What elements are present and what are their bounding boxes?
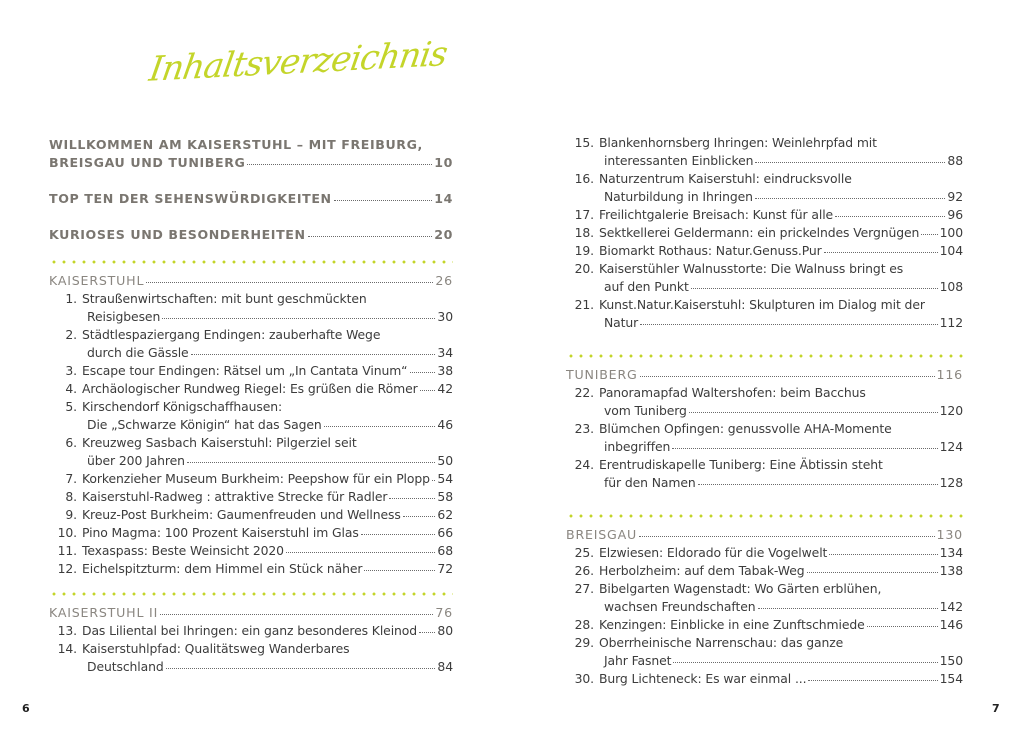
page-ref: 34 bbox=[437, 345, 453, 360]
toc-entry[interactable] bbox=[49, 506, 453, 524]
page-ref: 116 bbox=[936, 367, 963, 382]
entry-number: 10. bbox=[57, 525, 77, 540]
entry-title: Naturzentrum Kaiserstuhl: eindrucksvolle bbox=[599, 171, 852, 186]
entry-number: 17. bbox=[574, 207, 594, 222]
dot-leader bbox=[419, 631, 435, 633]
dot-leader bbox=[191, 353, 436, 355]
entry-title: Sektkellerei Geldermann: ein prickelndes Vergnügen bbox=[599, 225, 920, 240]
entry-title: inbegriffen bbox=[604, 439, 671, 454]
page-ref: 30 bbox=[437, 309, 453, 324]
dot-leader bbox=[755, 161, 945, 163]
entry-number: 5. bbox=[65, 399, 77, 414]
dot-leader bbox=[689, 411, 938, 413]
entry-title: Bibelgarten Wagenstadt: Wo Gärten erblühen, bbox=[599, 581, 882, 596]
entry-title: über 200 Jahren bbox=[87, 453, 185, 468]
entry-title: Kaiserstuhlpfad: Qualitätsweg Wanderbares bbox=[82, 641, 350, 656]
entry-list bbox=[566, 544, 963, 688]
dot-leader bbox=[286, 551, 435, 553]
dot-leader bbox=[364, 569, 435, 571]
entry-number: 18. bbox=[574, 225, 594, 240]
entry-title: durch die Gässle bbox=[87, 345, 189, 360]
dot-leader bbox=[673, 661, 937, 663]
page-ref: 92 bbox=[947, 189, 963, 204]
entry-title: Elzwiesen: Eldorado für die Vogelwelt bbox=[599, 545, 828, 560]
page-ref: 46 bbox=[437, 417, 453, 432]
page-ref: 130 bbox=[936, 527, 963, 542]
dot-leader bbox=[867, 625, 938, 627]
toc-main-entry[interactable]: TOP TEN DER SEHENSWÜRDIGKEITEN 14 bbox=[49, 191, 453, 206]
entry-title: Kenzingen: Einblicke in eine Zunftschmiede bbox=[599, 617, 865, 632]
page-ref: 108 bbox=[939, 279, 963, 294]
page-ref: 134 bbox=[939, 545, 963, 560]
entry-title: Kaiserstuhl-Radweg : attraktive Strecke für Radler bbox=[82, 489, 388, 504]
page-ref: 26 bbox=[435, 273, 453, 288]
page-ref: 96 bbox=[947, 207, 963, 222]
toc-entry[interactable] bbox=[49, 398, 453, 434]
dot-leader bbox=[829, 553, 937, 555]
page-ref: 76 bbox=[435, 605, 453, 620]
dot-leader bbox=[334, 199, 433, 201]
page-ref: 146 bbox=[939, 617, 963, 632]
page-ref: 10 bbox=[434, 155, 453, 170]
entry-list bbox=[566, 134, 963, 332]
page-ref: 58 bbox=[437, 489, 453, 504]
toc-entry[interactable] bbox=[566, 260, 963, 296]
entry-title: Burg Lichteneck: Es war einmal ... bbox=[599, 671, 807, 686]
entry-title: Kaiserstühler Walnusstorte: Die Walnuss bringt es bbox=[599, 261, 904, 276]
toc-entry[interactable] bbox=[566, 134, 963, 170]
toc-entry[interactable] bbox=[49, 326, 453, 362]
right-page bbox=[510, 0, 1020, 732]
main-sections bbox=[49, 136, 453, 676]
toc-entry[interactable] bbox=[566, 242, 963, 260]
page-ref: 138 bbox=[939, 563, 963, 578]
entry-number: 15. bbox=[574, 135, 594, 150]
toc-entry[interactable] bbox=[49, 640, 453, 676]
entry-title: Kreuz-Post Burkheim: Gaumenfreuden und Wellness bbox=[82, 507, 401, 522]
dot-leader bbox=[389, 497, 435, 499]
dot-leader bbox=[640, 323, 937, 325]
dotted-divider bbox=[49, 260, 453, 264]
page-ref: 154 bbox=[939, 671, 963, 686]
page-ref: 54 bbox=[437, 471, 453, 486]
entry-number: 13. bbox=[57, 623, 77, 638]
toc-entry[interactable] bbox=[566, 670, 963, 688]
dot-leader bbox=[187, 461, 436, 463]
page-ref: 42 bbox=[437, 381, 453, 396]
entry-number: 12. bbox=[57, 561, 77, 576]
entry-number: 7. bbox=[65, 471, 77, 486]
entry-title: interessanten Einblicken bbox=[604, 153, 754, 168]
toc-entry[interactable] bbox=[566, 544, 963, 562]
toc-entry[interactable] bbox=[49, 524, 453, 542]
page-ref: 124 bbox=[939, 439, 963, 454]
dot-leader bbox=[410, 371, 436, 373]
entry-title: Freilichtgalerie Breisach: Kunst für alle bbox=[599, 207, 834, 222]
page-ref: 100 bbox=[939, 225, 963, 240]
entry-number: 30. bbox=[574, 671, 594, 686]
page-ref: 88 bbox=[947, 153, 963, 168]
entry-title: Kunst.Natur.Kaiserstuhl: Skulpturen im Dialog mit der bbox=[599, 297, 925, 312]
toc-entry[interactable] bbox=[49, 380, 453, 398]
page-number: 7 bbox=[992, 702, 1000, 715]
section-heading[interactable]: KAISERSTUHL II 76 bbox=[49, 605, 453, 620]
toc-entry[interactable] bbox=[566, 170, 963, 206]
entry-title: Texaspass: Beste Weinsicht 2020 bbox=[82, 543, 284, 558]
section-kaiserstuhl-ii bbox=[49, 604, 453, 676]
toc-entry[interactable] bbox=[49, 362, 453, 380]
entry-title: Erentrudiskapelle Tuniberg: Eine Äbtissin steht bbox=[599, 457, 883, 472]
dot-leader bbox=[691, 287, 938, 289]
entry-list bbox=[49, 290, 453, 578]
dot-leader bbox=[698, 483, 938, 485]
dot-leader bbox=[758, 607, 938, 609]
dot-leader bbox=[824, 251, 938, 253]
entry-number: 20. bbox=[574, 261, 594, 276]
entry-title: Herbolzheim: auf dem Tabak-Weg bbox=[599, 563, 805, 578]
entry-title: Kirschendorf Königschaffhausen: bbox=[82, 399, 283, 414]
dot-leader bbox=[808, 679, 937, 681]
entry-number: 2. bbox=[65, 327, 77, 342]
entry-number: 24. bbox=[574, 457, 594, 472]
entry-title: Oberrheinische Narrenschau: das ganze bbox=[599, 635, 844, 650]
dotted-divider bbox=[49, 592, 453, 596]
page-ref: 50 bbox=[437, 453, 453, 468]
toc-title: Inhaltsverzeichnis bbox=[146, 33, 450, 90]
dot-leader bbox=[162, 317, 435, 319]
dot-leader bbox=[308, 235, 433, 237]
entry-title: wachsen Freundschaften bbox=[604, 599, 756, 614]
section-heading[interactable]: TUNIBERG 116 bbox=[566, 367, 963, 382]
page-ref: 128 bbox=[939, 475, 963, 490]
entry-title: Das Liliental bei Ihringen: ein ganz besonderes Kleinod bbox=[82, 623, 418, 638]
dot-leader bbox=[921, 233, 937, 235]
page-number: 6 bbox=[22, 702, 30, 715]
entry-number: 14. bbox=[57, 641, 77, 656]
dot-leader bbox=[146, 281, 433, 283]
page-ref: 62 bbox=[437, 507, 453, 522]
entry-title: Natur bbox=[604, 315, 639, 330]
toc-entry[interactable] bbox=[49, 488, 453, 506]
entry-number: 27. bbox=[574, 581, 594, 596]
entry-number: 3. bbox=[65, 363, 77, 378]
toc-entry[interactable] bbox=[49, 542, 453, 560]
page-ref: 142 bbox=[939, 599, 963, 614]
entry-title: Jahr Fasnet bbox=[604, 653, 672, 668]
entry-number: 8. bbox=[65, 489, 77, 504]
entry-number: 25. bbox=[574, 545, 594, 560]
entry-title: Naturbildung in Ihringen bbox=[604, 189, 753, 204]
entry-number: 29. bbox=[574, 635, 594, 650]
entry-title: für den Namen bbox=[604, 475, 696, 490]
entry-title: Blankenhornsberg Ihringen: Weinlehrpfad mit bbox=[599, 135, 877, 150]
entry-title: Städtlespaziergang Endingen: zauberhafte Wege bbox=[82, 327, 381, 342]
dotted-divider bbox=[566, 354, 963, 358]
toc-entry[interactable] bbox=[49, 560, 453, 578]
entry-number: 9. bbox=[65, 507, 77, 522]
entry-number: 1. bbox=[65, 291, 77, 306]
toc-entry[interactable] bbox=[566, 580, 963, 616]
page-ref: 84 bbox=[437, 659, 453, 674]
dot-leader bbox=[672, 447, 937, 449]
toc-entry[interactable] bbox=[566, 296, 963, 332]
entry-title: Archäologischer Rundweg Riegel: Es grüßen die Römer bbox=[82, 381, 418, 396]
dot-leader bbox=[432, 479, 436, 481]
dot-leader bbox=[835, 215, 945, 217]
entry-title: Escape tour Endingen: Rätsel um „In Cantata Vinum“ bbox=[82, 363, 408, 378]
entry-number: 16. bbox=[574, 171, 594, 186]
dot-leader bbox=[639, 535, 934, 537]
entry-number: 21. bbox=[574, 297, 594, 312]
page-ref: 150 bbox=[939, 653, 963, 668]
page-ref: 120 bbox=[939, 403, 963, 418]
entry-list bbox=[566, 384, 963, 492]
entry-number: 23. bbox=[574, 421, 594, 436]
dot-leader bbox=[807, 571, 938, 573]
entry-list bbox=[49, 622, 453, 676]
entry-number: 28. bbox=[574, 617, 594, 632]
entry-title: Kreuzweg Sasbach Kaiserstuhl: Pilgerziel seit bbox=[82, 435, 357, 450]
entry-title: Panoramapfad Waltershofen: beim Bacchus bbox=[599, 385, 866, 400]
dot-leader bbox=[755, 197, 946, 199]
page-ref: 72 bbox=[437, 561, 453, 576]
toc-main-entry[interactable]: KURIOSES UND BESONDERHEITEN 20 bbox=[49, 227, 453, 242]
page-ref: 112 bbox=[939, 315, 963, 330]
dot-leader bbox=[403, 515, 436, 517]
page-ref: 80 bbox=[437, 623, 453, 638]
dot-leader bbox=[166, 667, 436, 669]
dot-leader bbox=[361, 533, 436, 535]
entry-title: Blümchen Opfingen: genussvolle AHA-Momente bbox=[599, 421, 892, 436]
toc-entry[interactable] bbox=[566, 456, 963, 492]
dot-leader bbox=[160, 613, 433, 615]
toc-entry[interactable] bbox=[566, 562, 963, 580]
entry-title: Korkenzieher Museum Burkheim: Peepshow für ein Plopp bbox=[82, 471, 430, 486]
entry-title: vom Tuniberg bbox=[604, 403, 687, 418]
toc-right bbox=[566, 134, 963, 688]
dot-leader bbox=[247, 163, 432, 165]
entry-number: 6. bbox=[65, 435, 77, 450]
section-heading[interactable]: BREISGAU 130 bbox=[566, 527, 963, 542]
entry-title: Eichelspitzturm: dem Himmel ein Stück näher bbox=[82, 561, 363, 576]
dotted-divider bbox=[566, 514, 963, 518]
toc-entry[interactable] bbox=[566, 384, 963, 420]
toc-entry[interactable] bbox=[49, 622, 453, 640]
entry-number: 4. bbox=[65, 381, 77, 396]
section-tuniberg bbox=[566, 366, 963, 492]
toc-entry[interactable] bbox=[49, 434, 453, 470]
toc-entry[interactable] bbox=[49, 290, 453, 326]
toc-entry[interactable] bbox=[566, 634, 963, 670]
toc-entry[interactable] bbox=[566, 420, 963, 456]
dot-leader bbox=[420, 389, 436, 391]
toc-main-entry[interactable]: WILLKOMMEN AM KAISERSTUHL – MIT FREIBURG, BREISGAU UND TUNIBERG 10 bbox=[49, 137, 453, 170]
toc-entry[interactable] bbox=[49, 470, 453, 488]
entry-number: 11. bbox=[57, 543, 77, 558]
entry-title: Pino Magma: 100 Prozent Kaiserstuhl im Glas bbox=[82, 525, 359, 540]
page-ref: 38 bbox=[437, 363, 453, 378]
entry-title: Die „Schwarze Königin“ hat das Sagen bbox=[87, 417, 322, 432]
entry-number: 22. bbox=[574, 385, 594, 400]
entry-title: Reisigbesen bbox=[87, 309, 161, 324]
entry-number: 19. bbox=[574, 243, 594, 258]
page-ref: 14 bbox=[434, 191, 453, 206]
dot-leader bbox=[640, 375, 935, 377]
section-breisgau bbox=[566, 526, 963, 688]
entry-title: Biomarkt Rothaus: Natur.Genuss.Pur bbox=[599, 243, 822, 258]
page-ref: 68 bbox=[437, 543, 453, 558]
toc-entry[interactable] bbox=[566, 206, 963, 224]
entry-title: Deutschland bbox=[87, 659, 164, 674]
toc-entry[interactable] bbox=[566, 224, 963, 242]
page-ref: 66 bbox=[437, 525, 453, 540]
toc-entry[interactable] bbox=[566, 616, 963, 634]
page-ref: 20 bbox=[434, 227, 453, 242]
dot-leader bbox=[324, 425, 436, 427]
page-ref: 104 bbox=[939, 243, 963, 258]
entry-number: 26. bbox=[574, 563, 594, 578]
section-kaiserstuhl bbox=[49, 272, 453, 578]
entry-title: auf den Punkt bbox=[604, 279, 689, 294]
entry-title: Straußenwirtschaften: mit bunt geschmückten bbox=[82, 291, 367, 306]
section-heading[interactable]: KAISERSTUHL 26 bbox=[49, 273, 453, 288]
